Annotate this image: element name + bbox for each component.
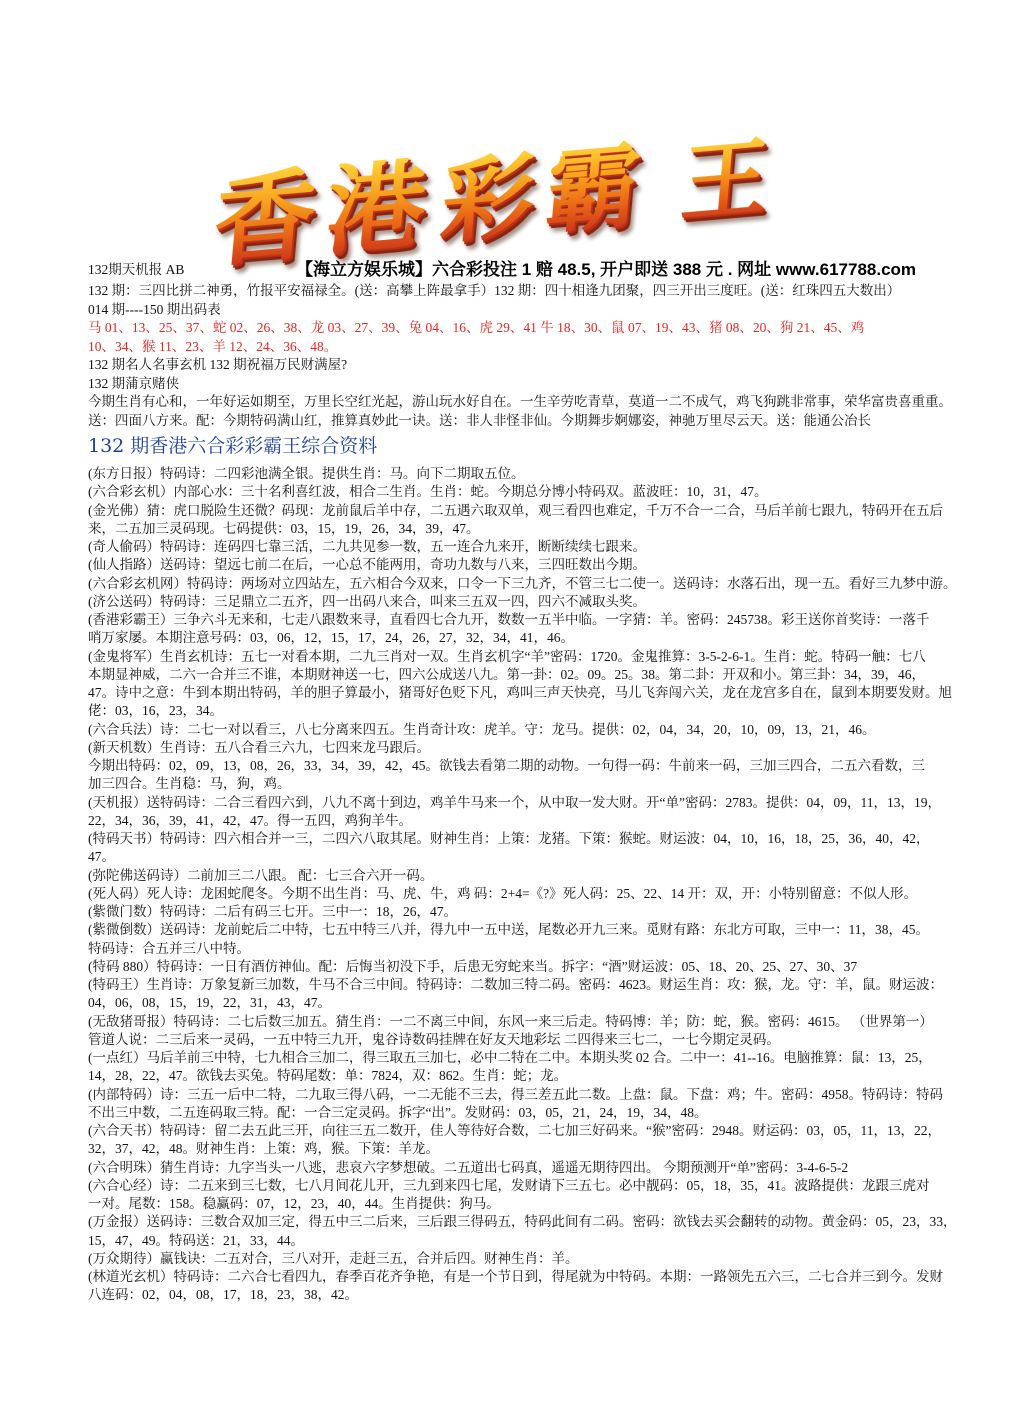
entry-tianji-bao bbox=[88, 794, 998, 831]
number-table-line: 10、34、猴 11、23、羊 12、24、36、48。 bbox=[88, 338, 338, 354]
entry-line: (一点红）马后羊前三中特，七九相合三加二，得三取五三加七，必中二特在二中。本期头奖 02 合。二中一：41--16。电脑推算：鼠：13，25， bbox=[88, 1050, 932, 1065]
entry-line: (万众期待）赢钱诀：二五对合，三八对开，走赶三五，合并后四。财神生肖：羊。 bbox=[88, 1250, 579, 1266]
entry-lin-daoguang-xuanji bbox=[88, 1268, 998, 1305]
entry-wudi-zhuge-bao bbox=[88, 1013, 998, 1050]
logo-char: 霸 bbox=[541, 131, 645, 247]
entry-line: (紫微门数）特码诗：二后有码三七开。三中一：18，26，47。 bbox=[88, 904, 457, 919]
entry-wanzhong-qidai bbox=[88, 1250, 998, 1268]
entry-line: (东方日报）特码诗：二四彩池满全银。提供生肖：马。向下二期取五位。 bbox=[88, 466, 525, 481]
entry-line: (金光佛）猜：虎口脱险生还微？码现：龙前鼠后羊中存，二五遇六取双单，观三看四也难定，千万不合一二合，马后羊前七跟九，特码开在五后 bbox=[88, 502, 943, 518]
entry-line: (六合天书）特码诗：留二去五此三开，向往三五二数开，佳人等待好合数，二七加三好码来。“猴”密码：2948。财运码：03，05，11，13，22， bbox=[88, 1123, 941, 1138]
verse-line: 132 期：三四比拼二神勇，竹报平安福禄全。(送：高攀上阵最拿手）132 期：四十相逢九团聚，四三开出三度旺。(送：红珠四五大数出） bbox=[88, 283, 901, 298]
entry-line: (特码 880）特码诗：一日有酒仿神仙。配：后悔当初没下手，后患无穷蛇来当。拆字：“酒”财运波：05、18、20、25、27、30、37 bbox=[88, 958, 858, 974]
entry-siren-ma bbox=[88, 885, 998, 903]
entry-line: (奇人偷码）特码诗：连码四七靠三活，二九共见参一数，五一连合九来开，断断续续七跟来。 bbox=[88, 539, 646, 554]
entry-line: (紫微倒数）送码诗：龙前蛇后二中特，七五中特三八并，得九中一五中送，尾数必开九三来。觅财有路：东北方可取，三中一：11，38，45。 bbox=[88, 922, 929, 938]
entry-xianren-zhilu bbox=[88, 556, 998, 574]
entry-line: (内部特码）诗：三五一后中二特，二九取三得八码，一二无能不三去，得三差五此二数。上盘：鼠。下盘：鸡；牛。密码：4958。特码诗：特码 bbox=[88, 1086, 943, 1102]
entry-mituofo-songma bbox=[88, 867, 998, 885]
entry-liuhe-mingzhu bbox=[88, 1159, 998, 1177]
entry-line: 佬：03，16，23，34。 bbox=[88, 703, 223, 719]
entry-line: (弥陀佛送码诗）二前加三二八跟。 配：七三合六开一码。 bbox=[88, 867, 434, 883]
pujing-line: 今期生肖有心和，一年好运如期至，万里长空红光起，游山玩水好自在。一生辛劳吃青草，莫道一二不成气，鸡飞狗跳非常事，荣华富贵喜重重。 bbox=[88, 394, 952, 409]
entry-line: 不出三中数，二五连码取三特。配：一合三定灵码。拆字“出”。发财码：03，05，21，24，19，34，48。 bbox=[88, 1104, 708, 1120]
entry-line: (济公送码）特码诗：三足鼎立二五齐，四一出码八来合，叫来三五双一四，四六不减取头奖。 bbox=[88, 593, 646, 609]
entry-line: (林道光玄机）特码诗：二六合七看四九，春季百花齐争艳，有是一个节日到，得尾就为中特码。本期：一路领先五六三，二七合并三到今。发财 bbox=[88, 1269, 943, 1284]
casino-advert: 【海立方娱乐城】六合彩投注 1 赔 48.5, 开户即送 388 元 . 网址 www.617788.com bbox=[296, 260, 917, 279]
entries-list bbox=[88, 465, 998, 1305]
entry-line: (六合彩玄机）内部心水：三十名利喜红波，相合二生肖。生肖：蛇。今期总分博小特码双。蓝波旺：10，31，47。 bbox=[88, 484, 768, 500]
issue-label: 132期天机报 AB bbox=[88, 262, 185, 277]
entry-line: (特码王）生肖诗：万象复新三加数，牛马不合三中间。特码诗：二数加三特二码。密码：4623。财运生肖：攻：猴，龙。守：羊，鼠。财运波： bbox=[88, 977, 943, 992]
logo-xianggang-caibawang bbox=[0, 0, 1036, 282]
entry-line: (六合兵法）诗：二七一对以看三，八七分离来四五。生肖奇计攻：虎羊。守：龙马。提供：02，04，34，20，10，09，13，21，46。 bbox=[88, 721, 876, 737]
entry-liuhecai-xuanji-wang bbox=[88, 575, 998, 593]
entry-line: 15，47，49。特码送：21，33，44。 bbox=[88, 1232, 304, 1248]
entry-line: 47。 bbox=[88, 849, 115, 865]
logo-char: 彩 bbox=[436, 141, 540, 257]
entry-line: (金鬼将军）生肖玄机诗：五七一对看本期，二九三肖对一双。生肖玄机字“羊”密码：1720。金鬼推算：3-5-2-6-1。生肖：蛇。特码一触：七八 bbox=[88, 648, 926, 664]
entry-line: 14，28，22，47。欲钱去买兔。特码尾数：单：7824，双：862。生肖：蛇；龙。 bbox=[88, 1068, 568, 1084]
entry-ziwei-daoshu bbox=[88, 921, 998, 958]
entry-wanjin-bao bbox=[88, 1213, 998, 1250]
entry-line: (天机报）送特码诗：二合三看四六到，八九不离十到边，鸡羊牛马来一个，从中取一发大财。开“单”密码：2783。提供：04，09，11，13，19， bbox=[88, 794, 941, 810]
entry-line: (万金报）送码诗：三数合双加三定，得五中三二后来，三后跟三得码五，特码此间有二码。密码：欲钱去买会翻转的动物。黄金码：05，23，33， bbox=[88, 1214, 957, 1230]
logo-char: 香 bbox=[209, 154, 321, 282]
entry-liuhe-tianshu bbox=[88, 1122, 998, 1159]
entry-line: (六合明珠）猜生肖诗：九字当头一八逃，悲哀六字梦想破。二五道出七码真，遥遥无期待四出。 今期预测开“单”密码：3-4-6-5-2 bbox=[88, 1159, 849, 1175]
entry-jinqi-chu-tema bbox=[88, 757, 998, 794]
entry-tema-tianshu bbox=[88, 830, 998, 867]
section-heading: 132 期香港六合彩彩霸王综合资料 bbox=[88, 435, 378, 457]
entry-line: (特码天书）特码诗：四六相合并一三，二四六八取其尾。财神生肖：上策：龙猪。下策：猴蛇。财运波：04，10，16，18，25，36，40，42， bbox=[88, 831, 930, 846]
entry-line: 一对。尾数：158。稳赢码：07，12，23，40，44。生肖提供：狗马。 bbox=[88, 1196, 500, 1211]
entry-line: 04，06，08，15，19，22，31，43，47。 bbox=[88, 995, 331, 1011]
entry-tema-880 bbox=[88, 958, 998, 976]
entry-yidianhong bbox=[88, 1049, 998, 1086]
entry-jigong-songma bbox=[88, 593, 998, 611]
entry-jinguangfo bbox=[88, 502, 998, 539]
entry-line: 22，34，36，39，41，42，47。得一五四，鸡狗羊牛。 bbox=[88, 812, 412, 828]
entry-line: (死人码）死人诗：龙困蛇爬冬。今期不出生肖：马、虎、牛，鸡 码：2+4=《?》死人码：25、22、14 开：双，开：小特别留意：不似人形。 bbox=[88, 885, 917, 901]
entry-xianggang-caibawang bbox=[88, 611, 998, 648]
entry-qiren-touma bbox=[88, 538, 998, 556]
entry-jingui-jiangjun bbox=[88, 648, 998, 721]
logo-char: 王 bbox=[677, 126, 774, 235]
pujing-title: 132 期蒲京赌侠 bbox=[88, 375, 180, 391]
entry-line: 本期显神威，二六一合并三不谁，本期财神送一七，四六公成送八九。第一卦：02。09。25。38。第二卦：开双和小。第三卦：34，39，46， bbox=[88, 666, 925, 682]
entry-line: 特码诗：合五并三八中特。 bbox=[88, 940, 250, 956]
entry-line: 32，37，42，48。财神生肖：上策：鸡，猴。下策：羊龙。 bbox=[88, 1141, 439, 1157]
entry-ziwei-menshu bbox=[88, 903, 998, 921]
entry-tema-wang bbox=[88, 976, 998, 1013]
entry-dongfang-ribao bbox=[88, 465, 998, 483]
entry-line: 哨万家屡。本期注意号码：03，06，12，15，17，24，26，27，32，34，41，46。 bbox=[88, 630, 574, 646]
entry-line: 47。诗中之意：牛到本期出特码，羊的胆子算最小，猪哥好色贬下凡，鸡叫三声天快亮，马儿飞奔闯六关，龙在龙宫多自在，鼠到本期要发财。旭 bbox=[88, 685, 952, 700]
entry-line: (六合彩玄机网）特码诗：两场对立四站左，五六相合今双来，口令一下三九齐，不管三七二使一。送码诗：水落石出，现一五。看好三九梦中游。 bbox=[88, 575, 957, 591]
entry-liuhe-xinjing bbox=[88, 1177, 998, 1214]
entry-line: (六合心经）诗：二五来到三七数，七八月间花儿开，三九到来四七尾，发财请下三五七。必中靓码：05，18，35，41。波路提供：龙跟三虎对 bbox=[88, 1177, 930, 1193]
mingren-title: 132 期名人名事玄机 132 期祝福万民财满屋? bbox=[88, 357, 348, 372]
entry-line: 今期出特码：02，09，13，08，26，33，34，39，42，45。欲钱去看第二期的动物。一句得一码：牛前来一码，三加三四合，二五六看数，三 bbox=[88, 758, 925, 773]
entry-line: 管道人说：二三后来一灵码，一五中特三九开，鬼谷诗数码挂牌在好友天地彩坛 二四得来三七二，一七今期定灵码。 bbox=[88, 1031, 780, 1047]
entry-line: (香港彩霸王）三争六斗无来和，七走八跟数来寻，直看四七合九开，数数一五半中临。一字猜：羊。密码：245738。彩王送你首奖诗：一落千 bbox=[88, 612, 930, 627]
entry-line: (新天机数）生肖诗：五八合看三六九，七四来龙马跟后。 bbox=[88, 739, 430, 755]
entry-line: 八连码：02，04，08，17，18，23，38，42。 bbox=[88, 1287, 358, 1303]
pujing-line: 送：四面八方来。配：今期特码满山红，推算真妙此一诀。送：非人非怪非仙。今期舞步婀娜姿，神驰万里尽云天。送：能通公冶长 bbox=[88, 412, 871, 428]
number-table-line: 马 01、13、25、37、蛇 02、26、38、龙 03、27、39、兔 04、16、虎 29、41 牛 18、30、鼠 07、19、43、猪 08、20、狗 21、45、鸡 bbox=[88, 320, 865, 335]
entry-line: 来，二五加三灵码现。七码提供：03，15，19，26，34，39，47。 bbox=[88, 520, 480, 536]
entry-liuhecai-xuanji bbox=[88, 483, 998, 501]
number-table-title: 014 期----150 期出码表 bbox=[88, 301, 221, 317]
entry-liuhe-bingfa bbox=[88, 721, 998, 739]
entry-line: (仙人指路）送码诗：望远七前二在后，一心总不能两用，奇功九数与八来，三四旺数出今期。 bbox=[88, 557, 646, 573]
logo-char: 港 bbox=[321, 146, 431, 271]
intro-section bbox=[88, 282, 998, 430]
entry-line: 加三四合。生肖稳：马，狗，鸡。 bbox=[88, 776, 291, 792]
entry-line: (无敌猪哥报）特码诗：二七后数三加五。猜生肖：一二不离三中间，东风一来三后走。特码博：羊；防：蛇，猴。密码：4615。 （世界第一） bbox=[88, 1013, 933, 1029]
entry-neibu-tema bbox=[88, 1086, 998, 1123]
entry-xin-tianji-shu bbox=[88, 739, 998, 757]
